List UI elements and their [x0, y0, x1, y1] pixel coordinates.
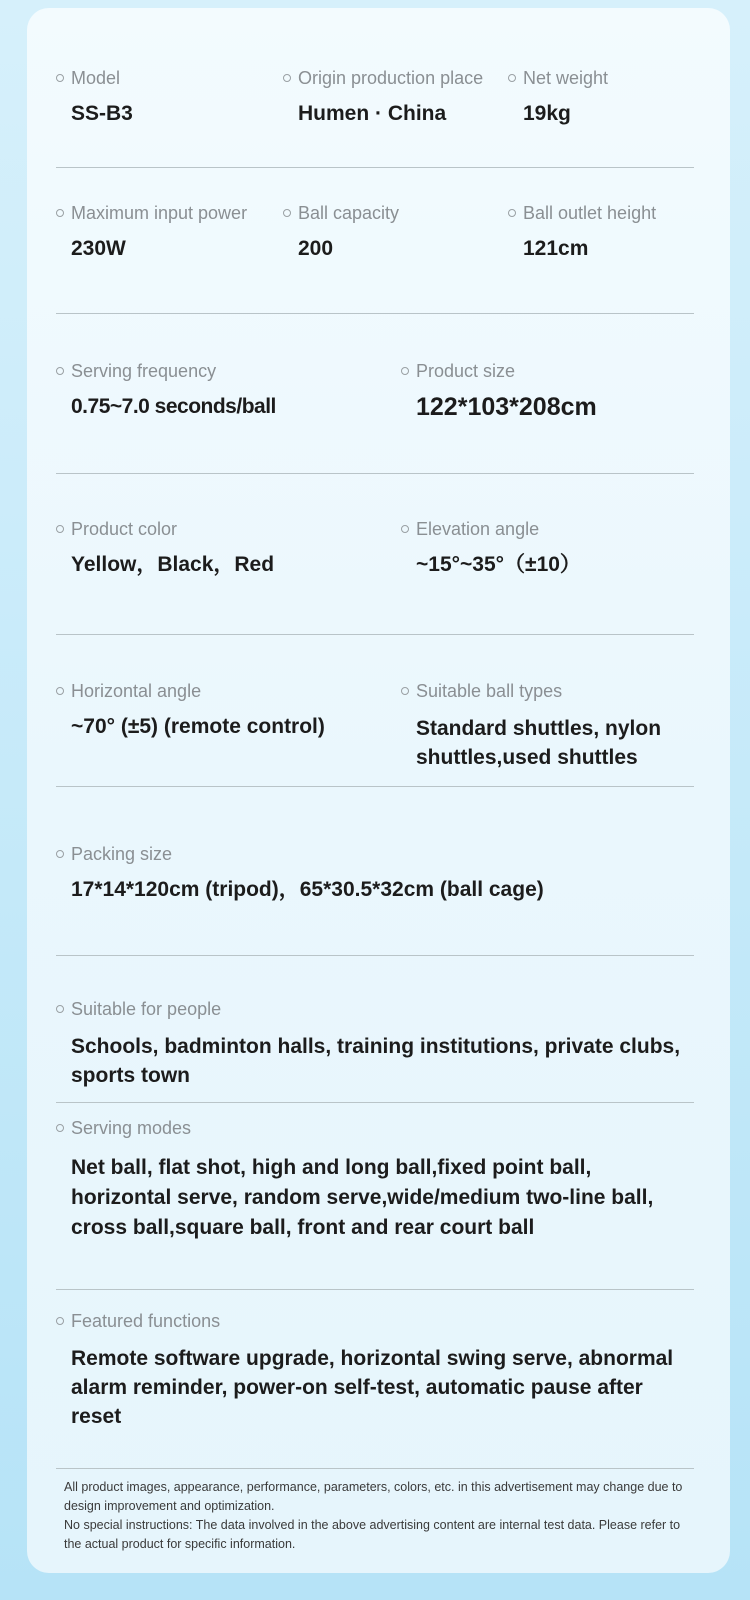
spec-suitable-people — [56, 998, 686, 1090]
spec-value: ~15°~35°（±10） — [416, 553, 581, 576]
spec-label: Product size — [416, 361, 516, 381]
bullet-icon — [56, 1005, 64, 1013]
divider — [56, 473, 694, 474]
spec-outlet-height — [508, 202, 693, 262]
bullet-icon — [56, 209, 64, 217]
spec-label: Packing size — [71, 844, 173, 864]
divider — [56, 786, 694, 787]
spec-horizontal-angle — [56, 680, 386, 740]
spec-label: Serving modes — [71, 1118, 192, 1138]
spec-label: Serving frequency — [71, 361, 217, 381]
divider — [56, 167, 694, 168]
spec-value: 17*14*120cm (tripod)，65*30.5*32cm (ball cage) — [71, 878, 544, 901]
spec-value: 200 — [298, 237, 334, 260]
spec-label: Maximum input power — [71, 203, 248, 223]
spec-serving-modes — [56, 1117, 686, 1243]
spec-featured-functions — [56, 1310, 686, 1431]
spec-label: Ball capacity — [298, 203, 400, 223]
bullet-icon — [401, 687, 409, 695]
spec-product-size — [401, 360, 691, 420]
bullet-icon — [283, 209, 291, 217]
bullet-icon — [56, 367, 64, 375]
bullet-icon — [56, 74, 64, 82]
spec-value: Standard shuttles, nylon shuttles,used shuttles — [416, 717, 662, 769]
bullet-icon — [401, 367, 409, 375]
spec-value: ~70° (±5) (remote control) — [71, 715, 325, 738]
spec-value: 19kg — [523, 102, 571, 125]
spec-label: Suitable for people — [71, 999, 222, 1019]
bullet-icon — [56, 1317, 64, 1325]
spec-net-weight — [508, 67, 688, 127]
spec-serving-frequency — [56, 360, 386, 420]
bullet-icon — [283, 74, 291, 82]
divider — [56, 1102, 694, 1103]
spec-origin — [283, 67, 493, 127]
spec-label: Elevation angle — [416, 519, 540, 539]
disclaimer-line: No special instructions: The data involved in the above advertising content are internal test data. Please refer to the actual product for specific information. — [64, 1518, 681, 1551]
spec-value: Humen · China — [298, 102, 447, 125]
spec-value: 0.75~7.0 seconds/ball — [71, 395, 276, 418]
spec-label: Model — [71, 68, 121, 88]
spec-max-power — [56, 202, 281, 262]
spec-label: Net weight — [523, 68, 609, 88]
spec-model — [56, 67, 276, 127]
spec-ball-capacity — [283, 202, 483, 262]
spec-packing-size — [56, 843, 686, 903]
spec-label: Suitable ball types — [416, 681, 563, 701]
spec-label: Origin production place — [298, 68, 484, 88]
spec-value: Net ball, flat shot, high and long ball,fixed point ball, horizontal serve, random serve,wide/medium two-line ball, cross ball,square ball, front and rear court ball — [71, 1156, 654, 1239]
bullet-icon — [508, 209, 516, 217]
spec-value: 122*103*208cm — [416, 393, 597, 421]
spec-value: 121cm — [523, 237, 589, 260]
bullet-icon — [56, 687, 64, 695]
spec-label: Ball outlet height — [523, 203, 657, 223]
spec-label: Featured functions — [71, 1311, 221, 1331]
bullet-icon — [56, 1124, 64, 1132]
bullet-icon — [56, 850, 64, 858]
divider — [56, 1468, 694, 1469]
bullet-icon — [401, 525, 409, 533]
spec-ball-types — [401, 680, 693, 772]
spec-value: Remote software upgrade, horizontal swing serve, abnormal alarm reminder, power-on self-test, automatic pause after reset — [71, 1347, 674, 1428]
bullet-icon — [508, 74, 516, 82]
spec-value: Schools, badminton halls, training institutions, private clubs, sports town — [71, 1035, 681, 1087]
divider — [56, 634, 694, 635]
divider — [56, 955, 694, 956]
spec-label: Product color — [71, 519, 178, 539]
disclaimer-line: All product images, appearance, performance, parameters, colors, etc. in this advertisement may change due to design improvement and optimization. — [64, 1480, 683, 1513]
spec-product-color — [56, 518, 386, 578]
divider — [56, 1289, 694, 1290]
bullet-icon — [56, 525, 64, 533]
spec-elevation-angle — [401, 518, 691, 578]
divider — [56, 313, 694, 314]
spec-value: Yellow，Black，Red — [71, 553, 275, 576]
spec-value: 230W — [71, 237, 126, 260]
spec-value: SS-B3 — [71, 102, 133, 125]
spec-label: Horizontal angle — [71, 681, 202, 701]
disclaimer — [64, 1478, 694, 1554]
